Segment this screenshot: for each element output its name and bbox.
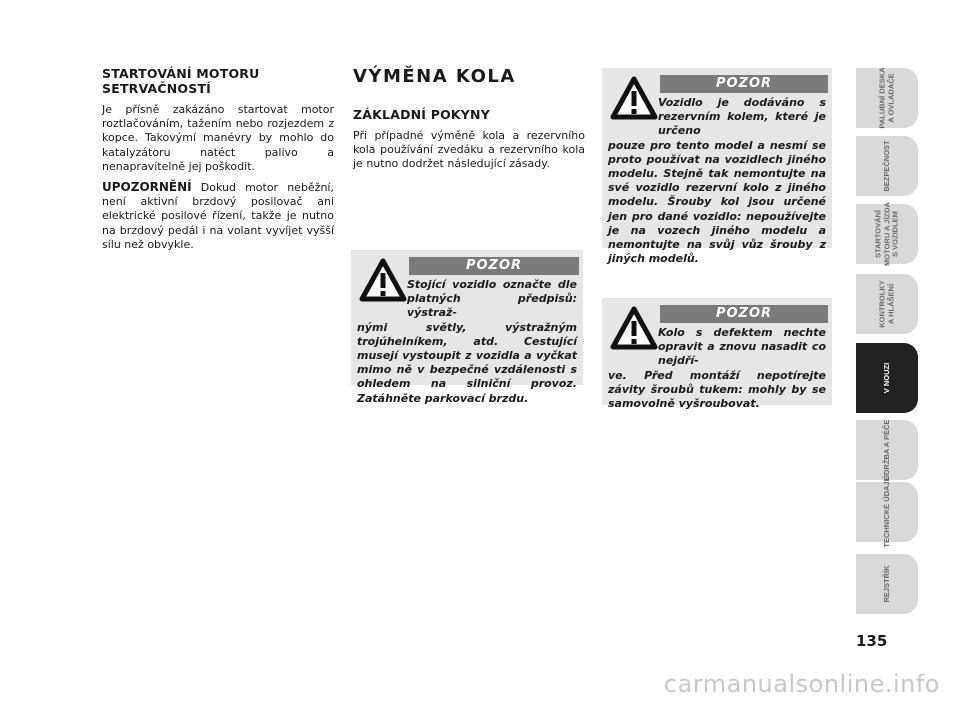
- watermark: carmanualsonline.info: [663, 670, 940, 698]
- tab-palubni-deska[interactable]: [856, 68, 918, 128]
- page-number: 135: [856, 632, 888, 650]
- tab-label: ÚDRŽBA A PÉČE: [881, 419, 891, 481]
- warning-text-first: Stojící vozidlo označte dle platných předpisů: výstraž-: [407, 278, 577, 320]
- tab-label: PALUBNÍ DESKA A OVLADAČE: [877, 67, 895, 129]
- warning-text-first: Kolo s defektem nechte opravit a znovu nasadit co nejdří-: [658, 326, 826, 368]
- upozorneni-label: UPOZORNĚNÍ: [102, 180, 192, 195]
- warning-label: POZOR: [660, 305, 828, 323]
- upozorneni-text: Dokud motor neběžní, není aktivní brzdový posilovač ani elektrické posilové řízení, takže je nutno na brzdový pedál i na volant vyvíjet vyšší sílu než obvykle.: [102, 181, 334, 251]
- tab-technicke-udaje[interactable]: [856, 476, 918, 548]
- tab-startovani[interactable]: [856, 204, 918, 264]
- warning-box-3: [602, 298, 832, 411]
- tab-label: STARTOVÁNÍ MOTORU A JÍZDA S VOZIDLEM: [873, 202, 900, 266]
- tab-udrzba[interactable]: [856, 420, 918, 480]
- warning-text: [608, 96, 826, 266]
- warning-text: [357, 278, 577, 406]
- tab-label: V NOUZI: [881, 362, 891, 394]
- warning-box-2: [602, 68, 832, 266]
- warning-text-rest: nými světly, výstražným trojúhelníkem, atd. Cestující musejí vystoupit z vozidla a vyčkat mimo ně v bezpečné vzdálenosti s ohledem na silniční provoz. Zatáhněte parkovací brzdu.: [357, 320, 577, 405]
- paragraph-zakladni-pokyny: Při případné výměně kola a rezervního kola používání zvedáku a rezervního kola je nutno dodržet následující zásady.: [353, 129, 585, 171]
- page-title: VÝMĚNA KOLA: [353, 66, 516, 87]
- warning-text-rest: ve. Před montáží nepotírejte závity šroubů tukem: mohly by se samovolně vyšroubovat.: [608, 368, 826, 411]
- paragraph-startovani: Je přísně zakázáno startovat motor roztlačováním, tažením nebo rozjezdem z kopce. Takovýmí manévry by mohlo do katalyzátoru natéct palivo a nenapravitelně jej poškodit.: [102, 103, 334, 173]
- section-heading-startovani: STARTOVÁNÍ MOTORU SETRVAČNOSTÍ: [102, 66, 260, 96]
- warning-label: POZOR: [660, 75, 828, 93]
- left-column: [102, 66, 334, 258]
- tab-label: TECHNICKÉ ÚDAJE: [881, 476, 891, 548]
- tab-rejstrik[interactable]: [856, 554, 918, 614]
- warning-box-1: [351, 250, 583, 405]
- warning-text: [608, 326, 826, 411]
- warning-text-rest: pouze pro tento model a nesmí se proto používat na vozidlech jiného modelu. Stejně tak nemontujte na své vozidlo rezervní kolo z jiného modelu. Šrouby kol jsou určené jen pro dané vozidlo: nepoužívejte je na vozech jiného modelu a nemontujte na svůj vůz šrouby z jiných modelů.: [608, 138, 826, 266]
- paragraph-upozorneni: [102, 180, 334, 252]
- tab-label: REJSTŘÍK: [881, 565, 891, 603]
- warning-text-first: Vozidlo je dodáváno s rezervním kolem, které je určeno: [658, 96, 826, 138]
- tab-v-nouzi[interactable]: [856, 343, 918, 413]
- tab-label: KONTROLKY A HLÁŠENÍ: [877, 280, 895, 328]
- tab-label: BEZPEČNOST: [881, 140, 891, 192]
- tab-bezpecnost[interactable]: [856, 136, 918, 196]
- subheading-zakladni-pokyny: ZÁKLADNÍ POKYNY: [353, 107, 490, 122]
- tab-kontrolky[interactable]: [856, 274, 918, 334]
- middle-column: [353, 66, 585, 178]
- warning-label: POZOR: [409, 257, 579, 275]
